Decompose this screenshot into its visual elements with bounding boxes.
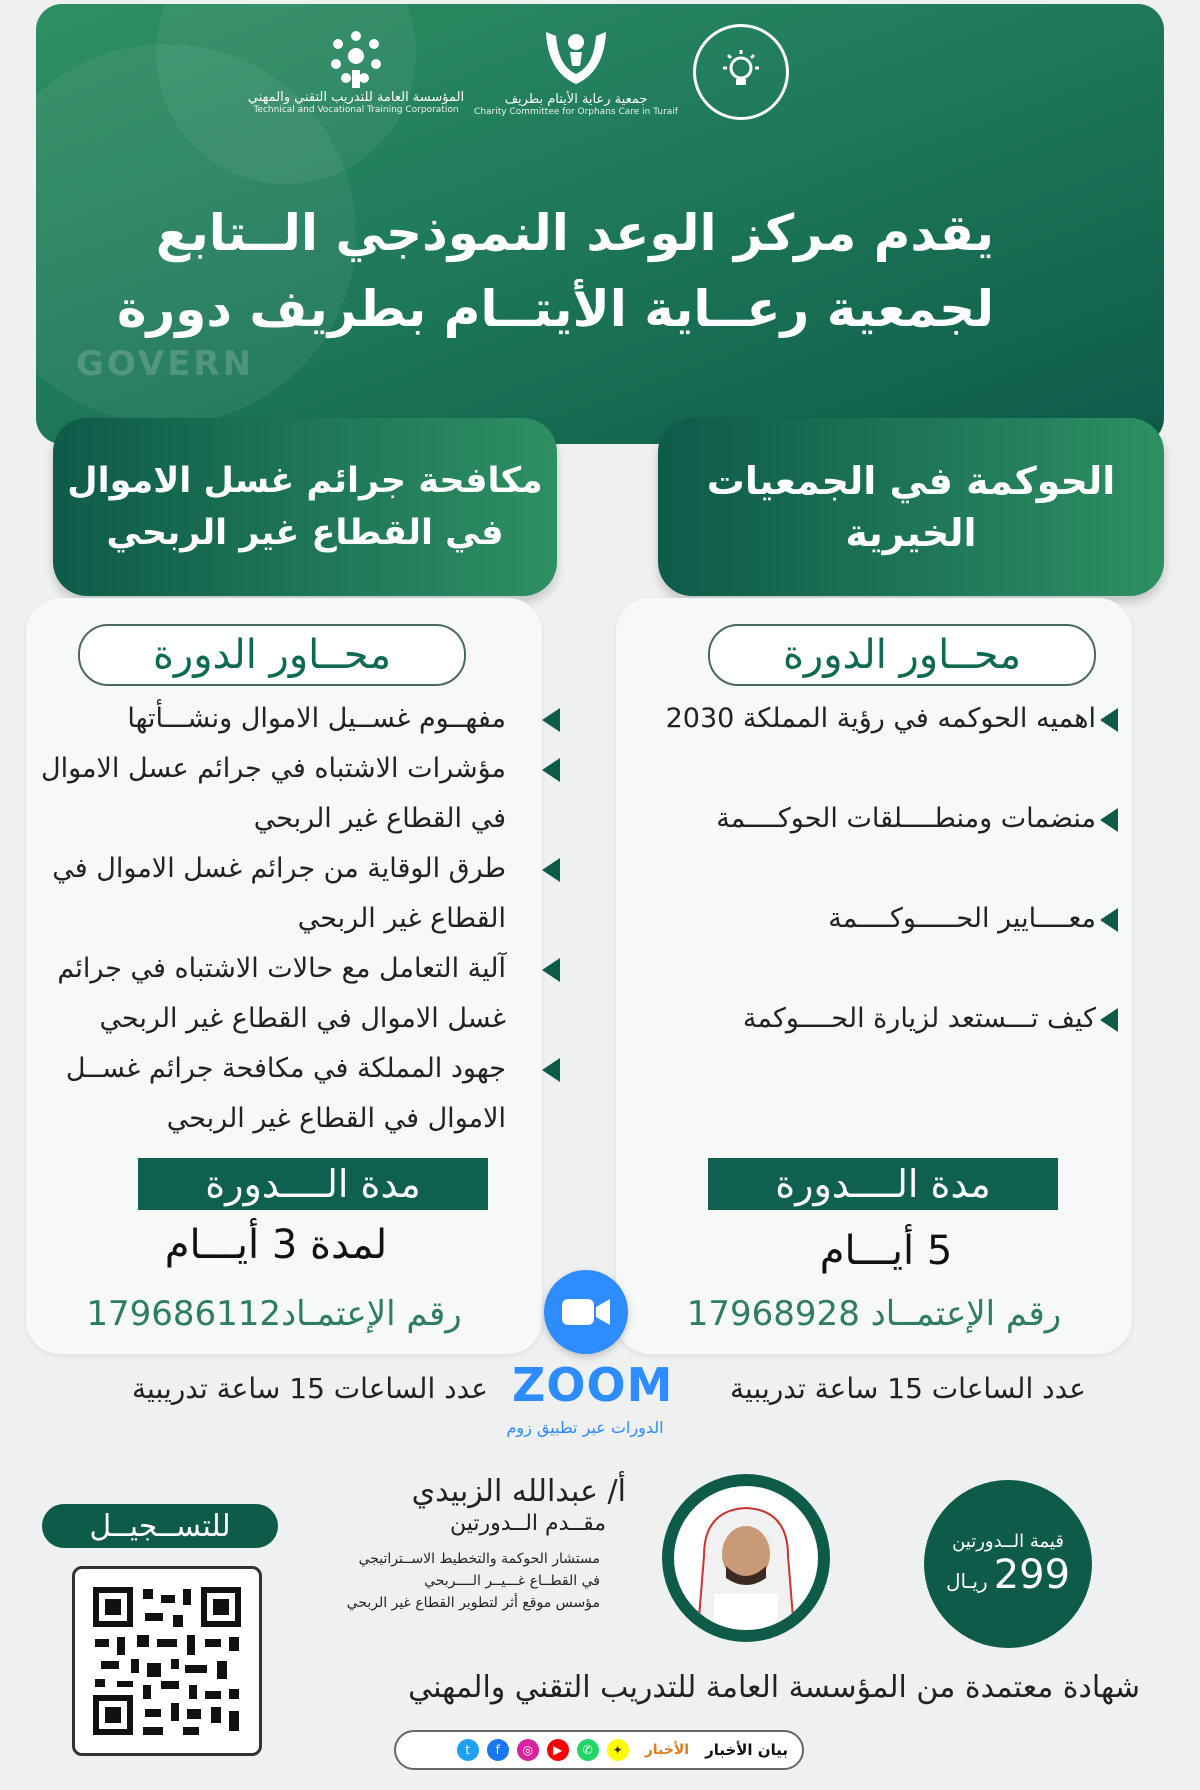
headline-line-2: لجمعية رعــاية الأيتــام بطريف دورة bbox=[116, 280, 994, 338]
course-axes-label: محــاور الدورة bbox=[78, 624, 466, 686]
list-item: منضمات ومنطــــلقات الحوكــــمة bbox=[716, 803, 1096, 834]
bullet-arrow-icon bbox=[542, 1058, 560, 1082]
course-title-line: الخيرية bbox=[845, 511, 977, 555]
course-title-line: في القطاع غير الربحي bbox=[106, 513, 504, 553]
zoom-caption: الدورات عبر تطبيق زوم bbox=[506, 1418, 664, 1437]
logo-center-sub: Charity Committee for Orphans Care in Turaif bbox=[474, 107, 678, 117]
youtube-icon[interactable]: ▶ bbox=[547, 1739, 569, 1761]
list-item: جهود المملكة في مكافحة جرائم غســل bbox=[65, 1053, 506, 1084]
price-label: قيمة الــدورتين bbox=[952, 1530, 1064, 1552]
bullet-arrow-icon bbox=[542, 958, 560, 982]
zoom-wordmark: ZOOM bbox=[512, 1358, 674, 1412]
duration-value: 5 أيـــام bbox=[819, 1228, 953, 1274]
course-axes-label: محــاور الدورة bbox=[708, 624, 1096, 686]
zoom-camera-icon bbox=[544, 1270, 628, 1354]
presenter-role: مقــدم الــدورتين bbox=[450, 1511, 606, 1536]
list-item: مفهــوم غســيل الاموال ونشـــأتها bbox=[127, 703, 506, 734]
course-title-governance bbox=[658, 418, 1164, 596]
register-button[interactable]: للتســجيــل bbox=[42, 1504, 278, 1548]
lightbulb-icon bbox=[693, 24, 789, 120]
presenter-bio-line: مؤسس موقع أثر لتطوير القطاع غير الربحي bbox=[346, 1595, 600, 1611]
presenter-avatar bbox=[674, 1486, 818, 1630]
course-title-line: مكافحة جرائم غسل الاموال bbox=[67, 461, 543, 501]
headline-line-1: يقدم مركز الوعد النموذجي الــتابع bbox=[155, 204, 994, 262]
course-title-line: الحوكمة في الجمعيات bbox=[706, 459, 1116, 503]
duration-label: مدة الــــدورة bbox=[708, 1158, 1058, 1210]
list-item: طرق الوقاية من جرائم غسل الاموال في bbox=[52, 853, 506, 884]
logo-left-name: المؤسسة العامة للتدريب التقني والمهني bbox=[247, 90, 465, 105]
bullet-arrow-icon bbox=[1100, 808, 1118, 832]
whatsapp-icon[interactable]: ✆ bbox=[577, 1739, 599, 1761]
register-qr-code[interactable] bbox=[72, 1566, 262, 1756]
duration-label: مدة الــــدورة bbox=[138, 1158, 488, 1210]
presenter-photo-frame bbox=[662, 1474, 830, 1642]
presenter-bio-line: في القطــاع غـــيــر الــــربحي bbox=[424, 1573, 600, 1589]
bullet-arrow-icon bbox=[1100, 708, 1118, 732]
list-item: كيف تـــستعد لزيارة الحــــوكمة bbox=[742, 1003, 1096, 1034]
course-card-money-laundering bbox=[26, 598, 542, 1354]
bullet-arrow-icon bbox=[1100, 1008, 1118, 1032]
brand-logo: الأخبار bbox=[644, 1742, 690, 1758]
certificate-note: شهادة معتمدة من المؤسسة العامة للتدريب التقني والمهني bbox=[408, 1670, 1140, 1705]
logo-center-name: جمعية رعاية الأيتام بطريف bbox=[504, 92, 648, 107]
background-word: GOVERN bbox=[76, 344, 255, 384]
header-banner bbox=[36, 4, 1164, 444]
list-item-continued: القطاع غير الربحي bbox=[297, 903, 506, 934]
snapchat-icon[interactable]: ✦ bbox=[607, 1739, 629, 1761]
list-item-continued: الاموال في القطاع غير الربحي bbox=[166, 1103, 506, 1134]
list-item: مؤشرات الاشتباه في جرائم عسل الاموال bbox=[40, 753, 506, 784]
bullet-arrow-icon bbox=[542, 758, 560, 782]
price-amount: 299 bbox=[993, 1551, 1071, 1598]
twitter-icon[interactable]: t bbox=[457, 1739, 479, 1761]
accreditation-number: رقم الإعتمــاد 17968928 bbox=[686, 1294, 1062, 1334]
facebook-icon[interactable]: f bbox=[487, 1739, 509, 1761]
logo-center bbox=[466, 22, 686, 118]
logo-right bbox=[686, 24, 796, 120]
bullet-arrow-icon bbox=[542, 858, 560, 882]
footer-bar bbox=[394, 1730, 804, 1770]
orphans-care-icon bbox=[536, 22, 616, 92]
list-item-continued: في القطاع غير الربحي bbox=[253, 803, 506, 834]
logo-left-sub: Technical and Vocational Training Corporation bbox=[253, 105, 459, 115]
presenter-name: أ/ عبدالله الزبيدي bbox=[411, 1474, 626, 1509]
training-hours: عدد الساعات 15 ساعة تدريبية bbox=[730, 1372, 1086, 1405]
presenter-bio-line: مستشار الحوكمة والتخطيط الاســتراتيجي bbox=[358, 1551, 600, 1567]
bullet-arrow-icon bbox=[1100, 908, 1118, 932]
list-item: اهميه الحوكمه في رؤية المملكة 2030 bbox=[665, 703, 1096, 734]
tvtc-star-icon bbox=[324, 26, 388, 90]
logo-left bbox=[246, 26, 466, 116]
list-item: معــــايير الحـــــوكــــمة bbox=[828, 903, 1096, 934]
qr-code-icon bbox=[87, 1581, 247, 1741]
price-currency: ريـال bbox=[945, 1568, 988, 1593]
list-item-continued: غسل الاموال في القطاع غير الربحي bbox=[99, 1003, 506, 1034]
bullet-arrow-icon bbox=[542, 708, 560, 732]
course-title-money-laundering bbox=[53, 418, 557, 596]
course-card-governance bbox=[616, 598, 1132, 1354]
accreditation-number: رقم الإعتمـاد179686112 bbox=[86, 1294, 462, 1334]
source-label: بيان الأخبار bbox=[705, 1741, 788, 1759]
duration-value: لمدة 3 أيـــام bbox=[164, 1222, 388, 1268]
price-badge bbox=[924, 1480, 1092, 1648]
list-item: آلية التعامل مع حالات الاشتباه في جرائم bbox=[57, 953, 506, 984]
training-hours: عدد الساعات 15 ساعة تدريبية bbox=[132, 1372, 488, 1405]
presenter-info bbox=[330, 1474, 626, 1614]
instagram-icon[interactable]: ◎ bbox=[517, 1739, 539, 1761]
